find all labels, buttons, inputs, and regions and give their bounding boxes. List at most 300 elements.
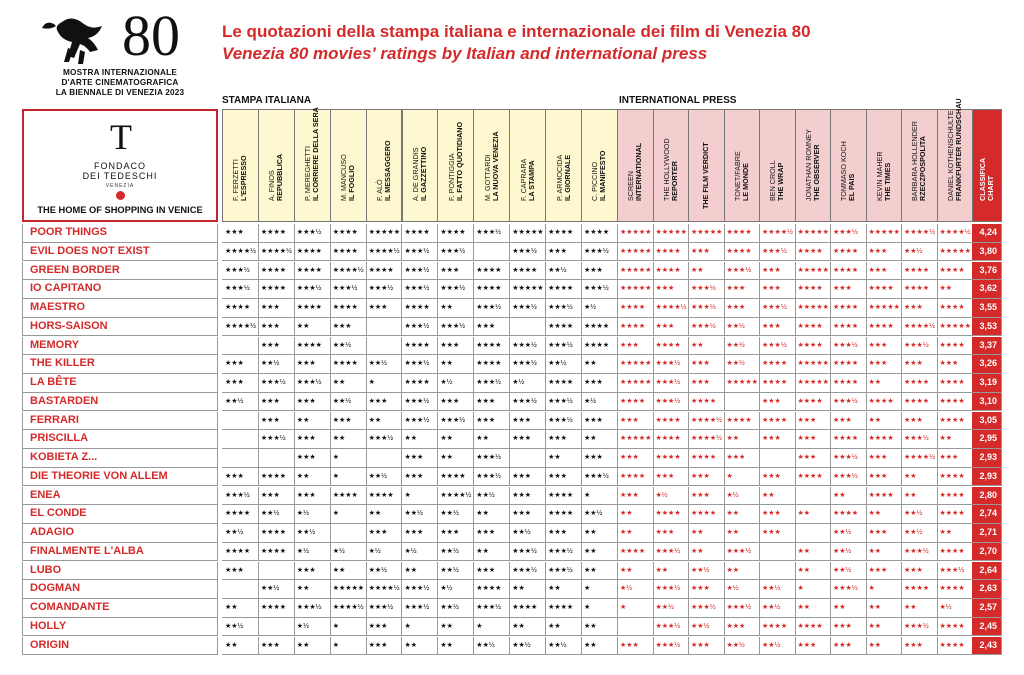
column-header-italian-critic: [366, 109, 403, 222]
italian-rating-cell: ★★★★: [366, 487, 403, 506]
italian-rating-cell: ★★★½: [437, 243, 474, 262]
outlet-name: FRANKFURTER RUNDSCHAU: [953, 98, 963, 201]
international-rating-cell: ★★★★½: [653, 299, 690, 318]
outlet-name: RZECZPOSPOLITA: [918, 136, 928, 201]
italian-rating-cell: ★★★★: [258, 262, 295, 281]
table-row: [22, 374, 1002, 393]
column-header-label: [268, 154, 284, 201]
italian-rating-cell: ★★½: [294, 524, 331, 543]
international-rating-cell: ★★★: [688, 374, 725, 393]
italian-rating-cell: ★★: [437, 299, 474, 318]
international-rating-cell: ★★★: [617, 449, 654, 468]
international-rating-cell: ★★★: [688, 355, 725, 374]
italian-rating-cell: ★★★: [330, 318, 367, 337]
italian-rating-cell: ★★★: [581, 449, 618, 468]
column-header-international-critic: [653, 109, 690, 222]
international-rating-cell: ★★★★: [617, 299, 654, 318]
international-rating-cell: ★★★★: [617, 468, 654, 487]
italian-rating-cell: ★★★: [294, 449, 331, 468]
italian-rating-cell: ★★★: [222, 468, 259, 487]
international-rating-cell: ★★: [795, 505, 832, 524]
international-rating-cell: ★★★★: [795, 393, 832, 412]
italian-rating-cell: [509, 318, 546, 337]
group-label-international-press: INTERNATIONAL PRESS: [619, 95, 737, 106]
italian-rating-cell: ★: [473, 618, 510, 637]
international-rating-cell: ★★★★: [901, 374, 938, 393]
italian-rating-cell: ★★★★★: [366, 224, 403, 243]
critic-name: F. FERZETTI: [231, 159, 241, 201]
international-rating-cell: ★★★★: [830, 505, 867, 524]
final-score-cell: 2,64: [972, 562, 1002, 581]
critic-name: BEN CROLL: [768, 160, 778, 201]
italian-rating-cell: ★★½: [473, 637, 510, 656]
table-row: [22, 318, 1002, 337]
italian-rating-cell: ★★★½: [509, 355, 546, 374]
international-rating-cell: ★★★★½: [688, 412, 725, 431]
table-row: [22, 449, 1002, 468]
international-rating-cell: ★★★★: [866, 280, 903, 299]
international-rating-cell: ★★★: [795, 412, 832, 431]
italian-rating-cell: ★★★: [294, 487, 331, 506]
italian-rating-cell: ★½: [294, 543, 331, 562]
italian-rating-cell: ★½: [294, 618, 331, 637]
international-rating-cell: ★★★★: [759, 412, 796, 431]
italian-rating-cell: ★★★★: [330, 487, 367, 506]
italian-rating-cell: ★★: [294, 580, 331, 599]
italian-rating-cell: ★★★★: [545, 318, 582, 337]
festival-line-2: D'ARTE CINEMATOGRAFICA: [61, 78, 179, 87]
italian-rating-cell: [258, 618, 295, 637]
italian-rating-cell: ★★½: [222, 393, 259, 412]
international-rating-cell: ★★★★★: [866, 224, 903, 243]
italian-rating-cell: ★★½: [437, 562, 474, 581]
italian-rating-cell: ★★★: [294, 393, 331, 412]
outlet-name: LA NUOVA VENEZIA: [490, 131, 500, 201]
international-rating-cell: ★★★: [866, 243, 903, 262]
film-title: FERRARI: [22, 412, 218, 431]
italian-rating-cell: ★★★: [294, 430, 331, 449]
column-header-international-critic: [617, 109, 654, 222]
outlet-name: L'ESPRESSO: [239, 155, 249, 201]
column-header-label: [911, 121, 927, 201]
international-rating-cell: ★★★★½: [901, 224, 938, 243]
final-score-cell: 3,26: [972, 355, 1002, 374]
international-rating-cell: ★★★★★: [653, 224, 690, 243]
italian-rating-cell: [258, 449, 295, 468]
italian-rating-cell: ★★★★: [509, 599, 546, 618]
column-header-label: [947, 98, 963, 201]
italian-rating-cell: [330, 524, 367, 543]
final-score-cell: 2,70: [972, 543, 1002, 562]
international-rating-cell: ★★★★: [937, 468, 974, 487]
italian-rating-cell: ★★: [222, 599, 259, 618]
international-rating-cell: ★★★★★: [937, 243, 974, 262]
international-rating-cell: ★★★½: [653, 618, 690, 637]
italian-rating-cell: ★★: [222, 637, 259, 656]
film-title: POOR THINGS: [22, 224, 218, 243]
final-score-cell: 2,80: [972, 487, 1002, 506]
italian-rating-cell: ★★★★½: [330, 262, 367, 281]
international-rating-cell: ★★★: [724, 449, 761, 468]
international-rating-cell: ★★★: [866, 355, 903, 374]
table-row: [22, 562, 1002, 581]
italian-rating-cell: [222, 430, 259, 449]
italian-rating-cell: ★★★★: [330, 224, 367, 243]
critic-name: C. PICCINO: [590, 161, 600, 201]
italian-rating-cell: ★★: [437, 449, 474, 468]
international-rating-cell: ★★½: [759, 599, 796, 618]
italian-rating-cell: ★★½: [330, 337, 367, 356]
international-rating-cell: ★★★½: [759, 337, 796, 356]
italian-rating-cell: ★★★★: [258, 468, 295, 487]
film-title: IO CAPITANO: [22, 280, 218, 299]
final-score-cell: 2,93: [972, 449, 1002, 468]
italian-rating-cell: ★★★½: [402, 318, 439, 337]
outlet-name: IL FATTO QUOTIDIANO: [454, 121, 464, 201]
italian-rating-cell: ★★★★: [366, 262, 403, 281]
italian-rating-cell: ★★★½: [222, 487, 259, 506]
italian-rating-cell: ★★★: [294, 562, 331, 581]
international-rating-cell: ★★★: [724, 299, 761, 318]
international-rating-cell: ★★★★: [688, 505, 725, 524]
outlet-name: LE MONDE: [740, 163, 750, 201]
international-rating-cell: ★★½: [724, 318, 761, 337]
film-title: DOGMAN: [22, 580, 218, 599]
italian-rating-cell: ★★★: [366, 637, 403, 656]
international-rating-cell: ★★★: [688, 243, 725, 262]
italian-rating-cell: ★½: [294, 505, 331, 524]
international-rating-cell: ★★★½: [724, 262, 761, 281]
international-rating-cell: ★★★: [866, 262, 903, 281]
italian-rating-cell: ★★★: [545, 430, 582, 449]
italian-rating-cell: [258, 562, 295, 581]
italian-rating-cell: ★★★½: [222, 262, 259, 281]
italian-rating-cell: [473, 243, 510, 262]
film-title: EVIL DOES NOT EXIST: [22, 243, 218, 262]
international-rating-cell: ★★★: [866, 468, 903, 487]
international-rating-cell: ★★★★: [795, 468, 832, 487]
international-rating-cell: ★★★★: [795, 318, 832, 337]
column-header-international-critic: [830, 109, 867, 222]
international-rating-cell: ★★★: [759, 524, 796, 543]
italian-rating-cell: ★★★: [402, 468, 439, 487]
column-header-italian-critic: [473, 109, 510, 222]
italian-rating-cell: ★★★½: [473, 224, 510, 243]
brand-letter: T: [110, 117, 132, 157]
italian-rating-cell: ★★: [402, 430, 439, 449]
international-rating-cell: ★★: [617, 562, 654, 581]
italian-rating-cell: ★★½: [258, 505, 295, 524]
international-rating-cell: ★★★★★: [795, 355, 832, 374]
international-rating-cell: ★½: [937, 599, 974, 618]
italian-rating-cell: ★★★½: [294, 224, 331, 243]
italian-rating-cell: ★★: [581, 524, 618, 543]
international-rating-cell: ★★★½: [830, 337, 867, 356]
italian-rating-cell: ★★: [581, 430, 618, 449]
film-title: GREEN BORDER: [22, 262, 218, 281]
critic-name: DANIEL KOTHENSCHULTE: [945, 110, 955, 201]
italian-rating-cell: ★★★: [581, 262, 618, 281]
international-rating-cell: ★★: [866, 543, 903, 562]
international-rating-cell: ★★★: [759, 505, 796, 524]
column-header-label: [663, 138, 679, 201]
italian-rating-cell: ★★½: [222, 524, 259, 543]
outlet-name: IL MANIFESTO: [598, 150, 608, 201]
italian-rating-cell: ★★★: [366, 393, 403, 412]
international-rating-cell: ★★★★: [688, 449, 725, 468]
italian-rating-cell: ★★★: [294, 355, 331, 374]
column-header-international-critic: [866, 109, 903, 222]
italian-rating-cell: ★★★½: [402, 355, 439, 374]
italian-rating-cell: ★: [330, 618, 367, 637]
final-score-cell: 3,37: [972, 337, 1002, 356]
table-row: [22, 487, 1002, 506]
italian-rating-cell: ★: [402, 618, 439, 637]
final-score-cell: 3,10: [972, 393, 1002, 412]
film-title: BASTARDEN: [22, 393, 218, 412]
italian-rating-cell: ★★: [545, 618, 582, 637]
international-rating-cell: ★★★★: [901, 393, 938, 412]
international-rating-cell: ★★: [901, 468, 938, 487]
film-title: ORIGIN: [22, 637, 218, 656]
international-rating-cell: ★★★★★: [724, 374, 761, 393]
table-row: [22, 430, 1002, 449]
italian-rating-cell: ★★★★: [222, 505, 259, 524]
outlet-name: REPUBBLICA: [275, 153, 285, 201]
outlet-name: THE OBSERVER: [811, 144, 821, 201]
sponsor-brand-box: [22, 109, 218, 222]
italian-rating-cell: ★★: [402, 562, 439, 581]
italian-rating-cell: ★★★½: [402, 393, 439, 412]
international-rating-cell: ★★★★: [937, 393, 974, 412]
column-header-label: [556, 155, 572, 201]
italian-rating-cell: ★★★★: [330, 243, 367, 262]
italian-rating-cell: ★★★★: [473, 580, 510, 599]
international-rating-cell: ★★: [866, 412, 903, 431]
italian-rating-cell: ★★: [437, 637, 474, 656]
international-rating-cell: ★★★: [866, 562, 903, 581]
international-rating-cell: ★★★★: [937, 337, 974, 356]
italian-rating-cell: ★: [581, 599, 618, 618]
italian-rating-cell: ★★★★: [545, 487, 582, 506]
outlet-name: REPORTER: [669, 161, 679, 201]
italian-rating-cell: ★★★½: [473, 468, 510, 487]
international-rating-cell: ★★★★½: [937, 224, 974, 243]
italian-rating-cell: ★★★★½: [222, 318, 259, 337]
international-rating-cell: ★★★★: [937, 412, 974, 431]
international-rating-cell: ★★★½: [653, 637, 690, 656]
international-rating-cell: ★★★★★: [795, 262, 832, 281]
international-rating-cell: ★★: [724, 505, 761, 524]
international-rating-cell: ★★½: [830, 543, 867, 562]
film-title: ENEA: [22, 487, 218, 506]
italian-rating-cell: ★★½: [437, 599, 474, 618]
international-rating-cell: ★★★★: [901, 280, 938, 299]
italian-rating-cell: ★★★★: [581, 318, 618, 337]
italian-rating-cell: ★★★: [581, 374, 618, 393]
column-header-italian-critic: [294, 109, 331, 222]
italian-rating-cell: ★★★½: [581, 280, 618, 299]
international-rating-cell: ★★★★: [724, 224, 761, 243]
italian-rating-cell: [222, 412, 259, 431]
international-rating-cell: ★★★½: [901, 543, 938, 562]
international-rating-cell: ★★★: [901, 355, 938, 374]
festival-line-1: MOSTRA INTERNAZIONALE: [63, 68, 177, 77]
international-rating-cell: ★★★★: [830, 355, 867, 374]
international-rating-cell: ★★★: [830, 412, 867, 431]
column-header-international-critic: [795, 109, 832, 222]
international-rating-cell: ★★★½: [688, 280, 725, 299]
international-rating-cell: ★★★★: [653, 505, 690, 524]
italian-rating-cell: ★½: [581, 299, 618, 318]
international-rating-cell: ★★★★: [901, 262, 938, 281]
italian-rating-cell: ★★: [581, 543, 618, 562]
italian-rating-cell: ★★★★: [473, 355, 510, 374]
italian-rating-cell: ★½: [509, 374, 546, 393]
italian-rating-cell: ★★: [437, 355, 474, 374]
italian-rating-cell: ★★★★: [258, 543, 295, 562]
international-rating-cell: ★★★½: [759, 299, 796, 318]
international-rating-cell: ★★★: [759, 280, 796, 299]
italian-rating-cell: ★★½: [222, 618, 259, 637]
column-header-italian-critic: [545, 109, 582, 222]
column-header-label: [376, 140, 392, 201]
international-rating-cell: ★★★: [759, 393, 796, 412]
italian-rating-cell: ★★★: [437, 262, 474, 281]
international-rating-cell: ★★★★: [866, 487, 903, 506]
international-rating-cell: ★★★: [653, 318, 690, 337]
international-rating-cell: ★★: [688, 543, 725, 562]
italian-rating-cell: ★★: [545, 580, 582, 599]
international-rating-cell: ★★★★½: [759, 224, 796, 243]
critic-name: JONATHAN ROMNEY: [803, 129, 813, 201]
film-title: LUBO: [22, 562, 218, 581]
brand-city: VENEZIA: [105, 183, 135, 189]
outlet-name: INTERNATIONAL: [634, 142, 644, 201]
italian-rating-cell: ★★★: [545, 524, 582, 543]
final-score-cell: 3,55: [972, 299, 1002, 318]
international-rating-cell: ★★★★: [724, 412, 761, 431]
international-rating-cell: ★½: [724, 487, 761, 506]
brand-tagline: THE HOME OF SHOPPING IN VENICE: [37, 205, 203, 215]
table-row: [22, 412, 1002, 431]
italian-rating-cell: ★★★: [402, 449, 439, 468]
international-rating-cell: ★★: [795, 543, 832, 562]
column-header-label: [304, 107, 320, 201]
international-rating-cell: ★★½: [688, 618, 725, 637]
film-title: ADAGIO: [22, 524, 218, 543]
italian-rating-cell: ★★: [473, 430, 510, 449]
international-rating-cell: ★★★: [617, 412, 654, 431]
title-english: Venezia 80 movies' ratings by Italian and international press: [222, 44, 708, 63]
italian-rating-cell: ★: [581, 487, 618, 506]
international-rating-cell: ★★★★: [937, 637, 974, 656]
italian-rating-cell: ★★★★: [258, 280, 295, 299]
italian-rating-cell: ★: [330, 505, 367, 524]
italian-rating-cell: ★★★½: [366, 599, 403, 618]
table-row: [22, 393, 1002, 412]
international-rating-cell: ★★★½: [688, 599, 725, 618]
international-rating-cell: ★★★½: [901, 337, 938, 356]
italian-rating-cell: ★★½: [545, 262, 582, 281]
italian-rating-cell: ★★★½: [509, 393, 546, 412]
italian-rating-cell: ★★★: [330, 412, 367, 431]
international-rating-cell: ★★★★: [830, 243, 867, 262]
column-header-label: [627, 143, 643, 201]
italian-rating-cell: ★★★★: [581, 224, 618, 243]
italian-rating-cell: ★½: [581, 393, 618, 412]
italian-rating-cell: ★★★★: [402, 374, 439, 393]
international-rating-cell: ★★: [617, 505, 654, 524]
international-rating-cell: ★★★: [901, 412, 938, 431]
final-score-cell: 3,62: [972, 280, 1002, 299]
international-rating-cell: [724, 393, 761, 412]
table-row: [22, 224, 1002, 243]
film-title: EL CONDE: [22, 505, 218, 524]
table-row: [22, 337, 1002, 356]
italian-rating-cell: ★★★½: [545, 562, 582, 581]
italian-rating-cell: ★★★½: [366, 430, 403, 449]
critic-name: P. ARMOCIDA: [554, 154, 564, 201]
international-rating-cell: ★★★: [653, 280, 690, 299]
column-header-international-critic: [937, 98, 974, 222]
italian-rating-cell: ★½: [437, 580, 474, 599]
table-row: [22, 468, 1002, 487]
italian-rating-cell: ★★★: [258, 637, 295, 656]
logo-number: 80: [122, 3, 180, 68]
international-rating-cell: ★★★★: [617, 318, 654, 337]
italian-rating-cell: ★★★★½: [222, 243, 259, 262]
italian-rating-cell: ★★: [294, 468, 331, 487]
italian-rating-cell: ★★★: [258, 318, 295, 337]
international-rating-cell: ★★: [937, 524, 974, 543]
italian-rating-cell: ★: [330, 449, 367, 468]
international-rating-cell: ★★★: [830, 618, 867, 637]
international-rating-cell: ★★★★: [724, 243, 761, 262]
italian-rating-cell: ★★★★: [222, 543, 259, 562]
critic-name: TOMMASO KOCH: [839, 141, 849, 201]
international-rating-cell: ★★★★: [937, 262, 974, 281]
international-rating-cell: ★★★★½: [688, 430, 725, 449]
italian-rating-cell: ★★★: [222, 355, 259, 374]
italian-rating-cell: [222, 449, 259, 468]
italian-rating-cell: ★★★½: [545, 299, 582, 318]
italian-rating-cell: [222, 580, 259, 599]
international-rating-cell: ★★: [759, 487, 796, 506]
italian-rating-cell: ★★★: [473, 562, 510, 581]
film-title: PRISCILLA: [22, 430, 218, 449]
italian-rating-cell: ★★★★: [545, 505, 582, 524]
italian-rating-cell: [366, 337, 403, 356]
international-rating-cell: [759, 449, 796, 468]
italian-rating-cell: [366, 449, 403, 468]
film-title: COMANDANTE: [22, 599, 218, 618]
italian-rating-cell: ★★★★: [545, 599, 582, 618]
italian-rating-cell: ★★★: [258, 337, 295, 356]
group-label-italian-press: STAMPA ITALIANA: [222, 95, 312, 106]
critic-name: M. MANCUSO: [339, 154, 349, 201]
column-header-international-critic: [759, 109, 796, 222]
italian-rating-cell: ★★★: [258, 393, 295, 412]
international-rating-cell: ★★★: [866, 524, 903, 543]
international-rating-cell: ★★★★★: [617, 374, 654, 393]
final-score-cell: 3,76: [972, 262, 1002, 281]
italian-rating-cell: ★★★★: [258, 599, 295, 618]
italian-rating-cell: ★★½: [473, 487, 510, 506]
international-rating-cell: ★★: [724, 430, 761, 449]
italian-rating-cell: ★★★★★: [330, 580, 367, 599]
italian-rating-cell: ★★★: [366, 524, 403, 543]
